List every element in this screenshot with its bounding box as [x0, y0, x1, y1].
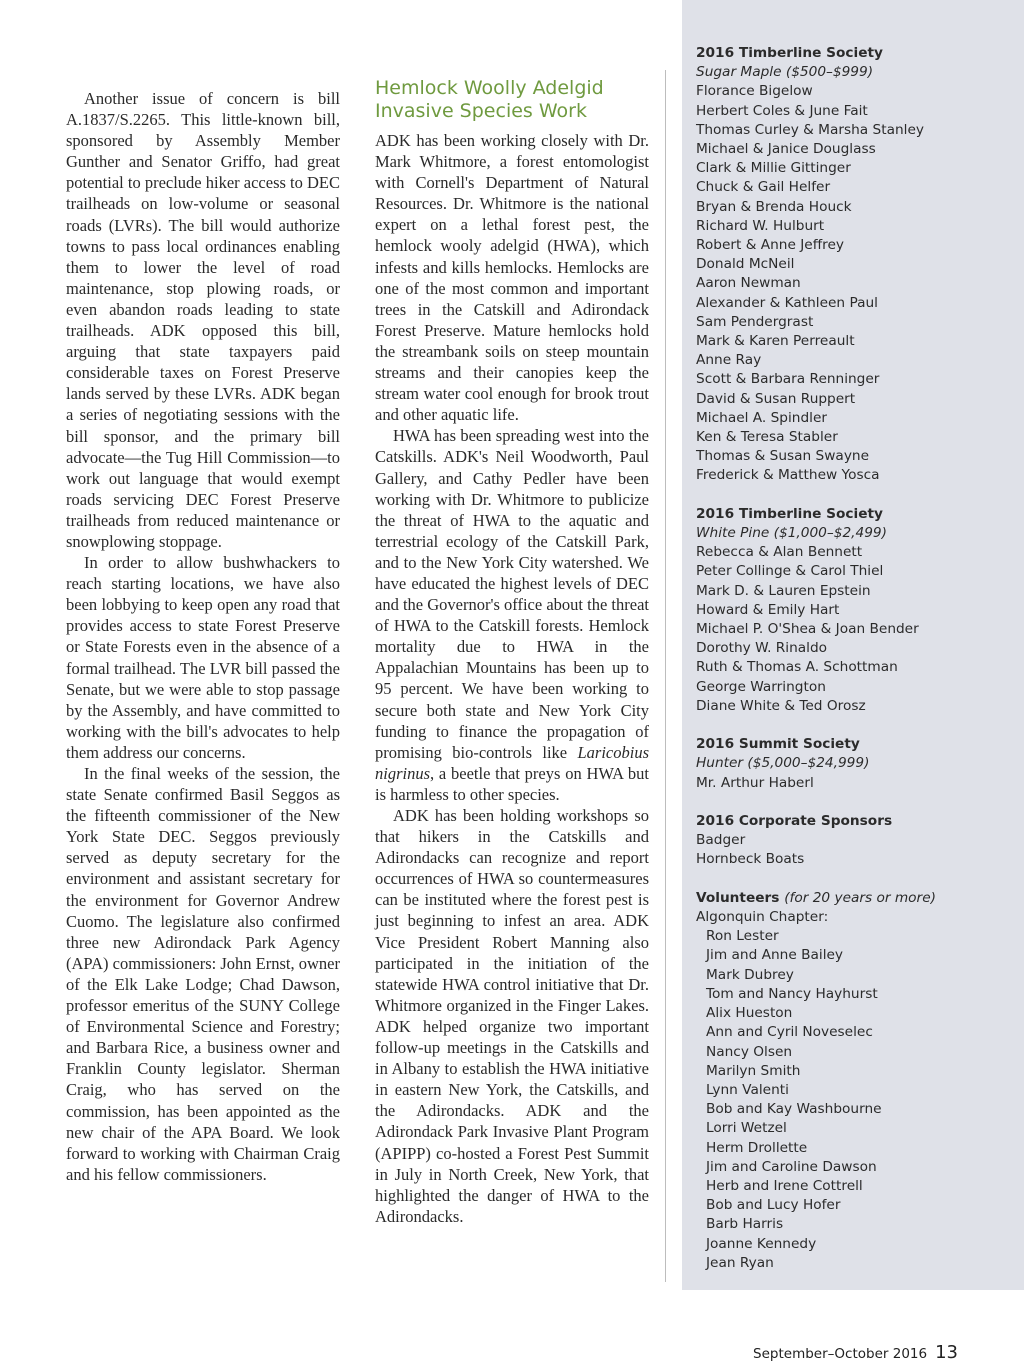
donor-section-heading: 2016 Timberline Society — [696, 505, 883, 522]
donor-name: Howard & Emily Hart — [696, 601, 840, 618]
volunteer-name: Marilyn Smith — [706, 1062, 801, 1079]
donor-name: George Warrington — [696, 678, 826, 695]
volunteer-name: Herm Drollette — [706, 1139, 808, 1156]
donor-name: Donald McNeil — [696, 256, 795, 273]
donor-tier: Sugar Maple ($500–$999) — [696, 64, 874, 81]
donor-name: Thomas & Susan Swayne — [696, 448, 870, 465]
donor-name: Michael & Janice Douglass — [696, 141, 876, 158]
volunteer-name: Nancy Olsen — [706, 1043, 793, 1060]
volunteer-name: Lorri Wetzel — [706, 1120, 787, 1137]
volunteer-name: Ron Lester — [706, 928, 779, 945]
volunteers-section — [696, 889, 1016, 1273]
volunteer-name: Jean Ryan — [706, 1254, 774, 1271]
page-footer — [753, 1342, 958, 1363]
donor-name: Alexander & Kathleen Paul — [696, 294, 878, 311]
volunteers-title: Volunteers — [696, 889, 780, 906]
paragraph: In the final weeks of the session, the state Senate confirmed Basil Seggos as the fifteenth commissioner of the New York State DEC. Seggos previously served as deputy secretary for the environment and assistant secretary for the environment for Governor Andrew Cuomo. The legislature also confirmed three new Adirondack Park Agency (APA) commissioners: John Ernst, owner of the Elk Lake Lodge; Chad Dawson, professor emeritus of the SUNY College of Environmental Science and Forestry; and Barbara Rice, a business owner and Franklin County legislator. Sherman Craig, who has served on the commission, has been appointed as the new chair of the APA Board. We look forward to working with Chairman Craig and his fellow commissioners. — [66, 764, 340, 1184]
donor-name: Richard W. Hulburt — [696, 217, 825, 234]
issue-date: September–October 2016 — [753, 1346, 928, 1362]
volunteer-name: Barb Harris — [706, 1216, 784, 1233]
species-name: Laricobius nigrinus — [375, 742, 649, 783]
donor-name: Michael P. O'Shea & Joan Bender — [696, 621, 919, 638]
column-divider — [665, 70, 666, 1282]
paragraph: In order to allow bushwhackers to reach starting locations, we have also been lobbying to keep open any road that provides access to state Forest Preserve or State Forests even in the absence of a formal trailhead. The LVR bill passed the Senate, but we were able to stop passage by the Assembly, and have committed to working with the bill's advocates to help them address our concerns. — [66, 553, 340, 762]
donor-name: Florance Bigelow — [696, 83, 813, 100]
section-heading: Hemlock Woolly Adelgid Invasive Species Work — [375, 77, 604, 122]
donor-tier: White Pine ($1,000–$2,499) — [696, 525, 887, 542]
donor-name: Badger — [696, 832, 746, 849]
donor-name: Dorothy W. Rinaldo — [696, 640, 828, 657]
donor-name: Thomas Curley & Marsha Stanley — [696, 121, 924, 138]
donor-name: Mark & Karen Perreault — [696, 333, 855, 350]
paragraph: Another issue of concern is bill A.1837/S.2265. This little-known bill, sponsored by Assembly Member Gunther and Senator Griffo, had great potential to preclude hiker access to DEC trailheads on low-volume or seasonal roads (LVRs). The bill would authorize towns to pass local ordinances enabling them to lower the level of road maintenance, stop plowing roads, or even abandon roads leading to state trailheads. ADK opposed this bill, arguing that state taxpayers paid considerable taxes on Forest Preserve lands served by these LVRs. ADK began a series of negotiating sessions with the bill sponsor, and the primary bill advocate—the Tug Hill Commission—to work out language that would exempt roads servicing DEC Forest Preserve trailheads from reduced maintenance or snowplowing stoppage. — [66, 89, 340, 551]
paragraph: ADK has been holding workshops so that hikers in the Catskills and Adirondacks can recognize and report occurrences of HWA so countermeasures can be instituted where the forest pest is just beginning to infest an area. ADK Vice President Robert Manning also participated in the initiation of the statewide HWA control initiative that Dr. Whitmore organized in the Finger Lakes. ADK helped organize two important follow-up meetings in the Catskills and in Albany to establish the HWA initiative in eastern New York, the Catskills, and the Adirondacks. ADK and the Adirondack Park Invasive Plant Program (APIPP) co-hosted a Forest Pest Summit in July in North Creek, New York, that highlighted the danger of HWA to the Adirondacks. — [375, 806, 649, 1226]
volunteer-name: Bob and Lucy Hofer — [706, 1197, 841, 1214]
paragraph-text: , a beetle that preys on HWA but is harmless to other species. — [375, 763, 649, 804]
volunteer-name: Joanne Kennedy — [706, 1235, 817, 1252]
chapter-name: Algonquin Chapter: — [696, 909, 829, 926]
donor-name: Ken & Teresa Stabler — [696, 429, 838, 446]
donor-name: Aaron Newman — [696, 275, 801, 292]
donor-name: David & Susan Ruppert — [696, 390, 856, 407]
paragraph — [375, 425, 649, 805]
donor-section — [696, 44, 1016, 486]
volunteer-name: Herb and Irene Cottrell — [706, 1177, 863, 1194]
volunteer-name: Jim and Anne Bailey — [706, 947, 844, 964]
donor-section-heading: 2016 Corporate Sponsors — [696, 813, 893, 830]
donor-section — [696, 505, 1016, 716]
article-column-left — [66, 88, 340, 1185]
volunteer-name: Tom and Nancy Hayhurst — [706, 985, 878, 1002]
donor-section — [696, 812, 1016, 870]
donor-name: Peter Collinge & Carol Thiel — [696, 563, 884, 580]
donor-name: Mr. Arthur Haberl — [696, 774, 814, 791]
donor-name: Herbert Coles & June Fait — [696, 102, 868, 119]
donor-list — [696, 44, 1016, 1292]
donor-name: Scott & Barbara Renninger — [696, 371, 880, 388]
donor-name: Anne Ray — [696, 352, 762, 369]
donor-tier: Hunter ($5,000–$24,999) — [696, 755, 870, 772]
donor-name: Clark & Millie Gittinger — [696, 160, 851, 177]
volunteer-name: Alix Hueston — [706, 1005, 793, 1022]
page-number: 13 — [935, 1342, 958, 1363]
volunteer-name: Mark Dubrey — [706, 966, 794, 983]
donor-section-heading: 2016 Summit Society — [696, 736, 860, 753]
volunteer-name: Jim and Caroline Dawson — [706, 1158, 877, 1175]
volunteers-note: (for 20 years or more) — [784, 889, 936, 906]
donor-sidebar — [682, 0, 1024, 1290]
donor-name: Michael A. Spindler — [696, 409, 827, 426]
donor-name: Diane White & Ted Orosz — [696, 697, 866, 714]
donor-name: Rebecca & Alan Bennett — [696, 544, 863, 561]
donor-section — [696, 735, 1016, 793]
donor-name: Bryan & Brenda Houck — [696, 198, 852, 215]
volunteer-name: Ann and Cyril Noveselec — [706, 1024, 873, 1041]
donor-name: Chuck & Gail Helfer — [696, 179, 831, 196]
donor-name: Robert & Anne Jeffrey — [696, 237, 844, 254]
donor-name: Sam Pendergrast — [696, 313, 814, 330]
volunteers-heading — [696, 889, 1016, 908]
article-column-middle — [375, 77, 649, 1227]
volunteer-name: Lynn Valenti — [706, 1081, 789, 1098]
donor-name: Mark D. & Lauren Epstein — [696, 582, 871, 599]
donor-name: Frederick & Matthew Yosca — [696, 467, 880, 484]
paragraph: ADK has been working closely with Dr. Mark Whitmore, a forest entomologist with Cornell's Department of Natural Resources. Dr. Whitmore is the national expert on a lethal forest pest, the hemlock wooly adelgid (HWA), which infests and kills hemlocks. Hemlocks are one of the most common and important trees in the Catskill and Adirondack Forest Preserve. Mature hemlocks hold the streambank soils on steep mountain streams and their canopies keep the stream water cool enough for brook trout and other aquatic life. — [375, 131, 649, 425]
donor-name: Hornbeck Boats — [696, 851, 805, 868]
paragraph-text: HWA has been spreading west into the Catskills. ADK's Neil Woodworth, Paul Gallery, and Cathy Pedler have been working with Dr. Whitmore to publicize the threat of HWA to the aquatic and terrestrial ecology of the Catskill Park, and to the New York City watershed. We have educated the highest levels of DEC and the Governor's office about the threat of HWA to the Catskill forests. Hemlock mortality due to HWA in the Appalachian Mountains has been up to 95 percent. We have been working to secure both state and New York City funding to finance the propagation of promising bio-controls like — [375, 426, 649, 762]
volunteer-name: Bob and Kay Washbourne — [706, 1101, 882, 1118]
donor-name: Ruth & Thomas A. Schottman — [696, 659, 898, 676]
donor-section-heading: 2016 Timberline Society — [696, 45, 883, 61]
